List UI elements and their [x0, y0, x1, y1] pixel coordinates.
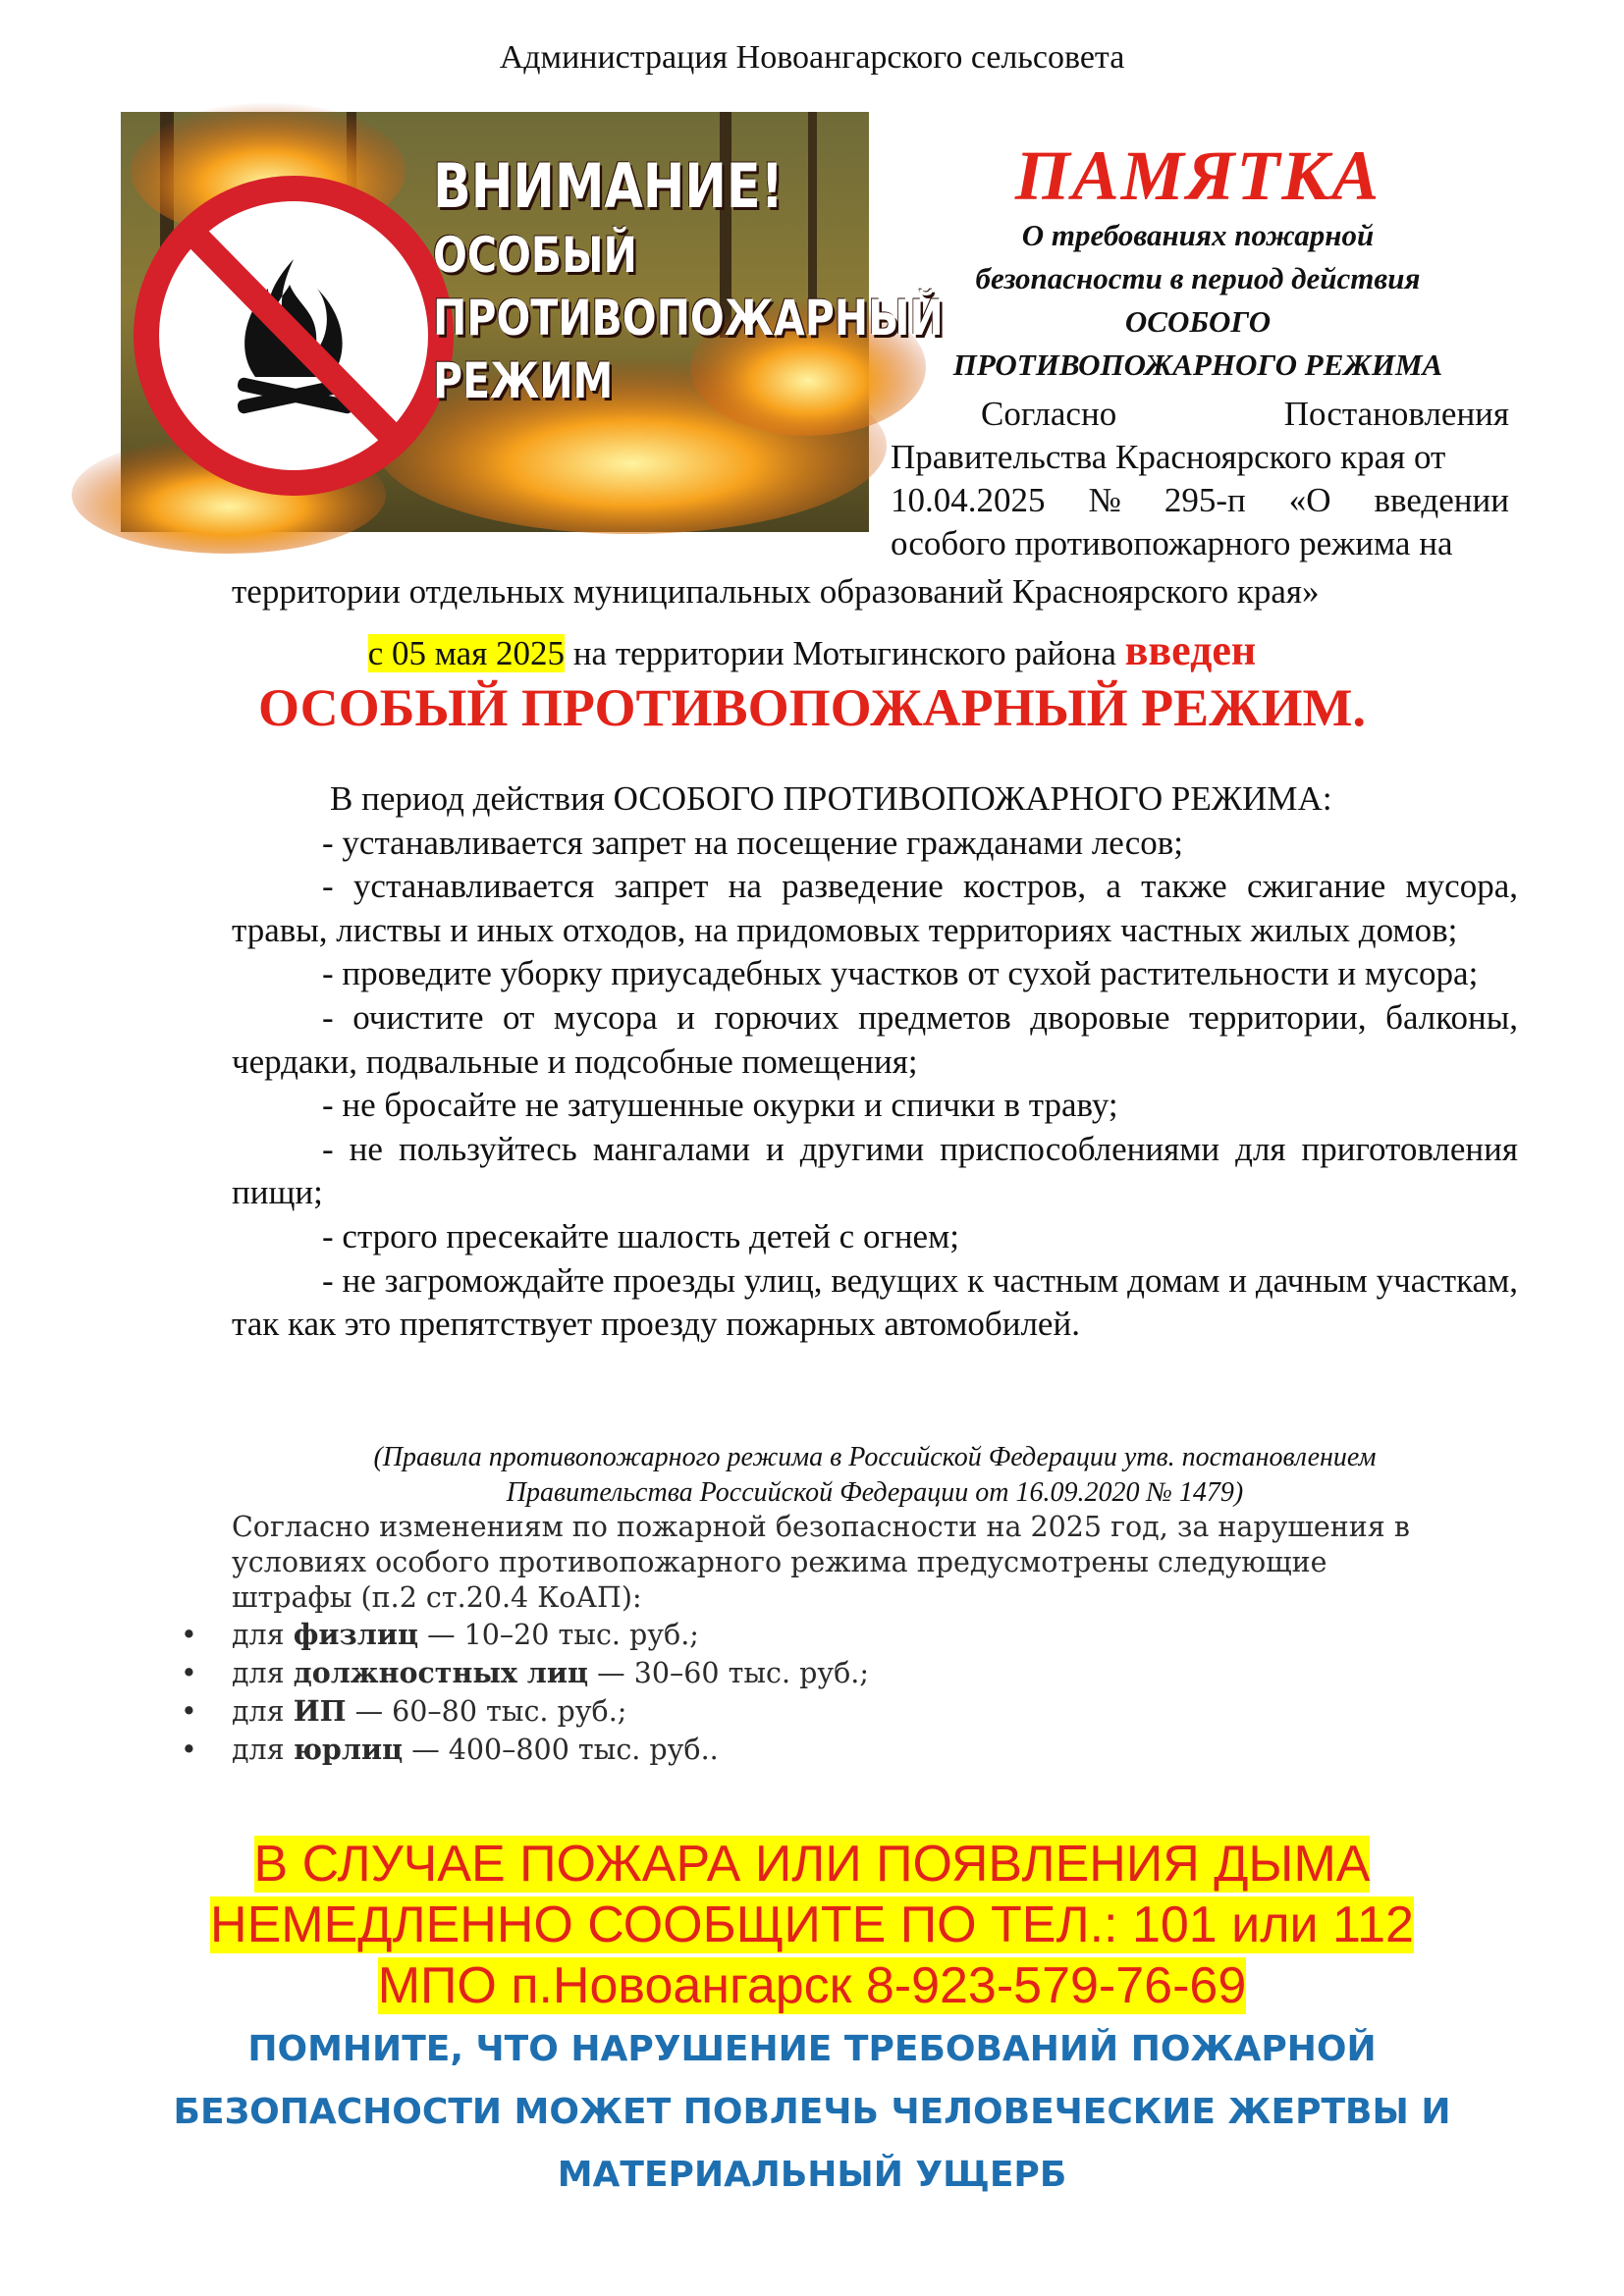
bullet-icon: • — [181, 1734, 197, 1766]
fine-prefix: для — [232, 1695, 294, 1728]
decree-word: № — [1088, 481, 1121, 519]
warning-line: ПОМНИТЕ, ЧТО НАРУШЕНИЕ ТРЕБОВАНИЙ ПОЖАРНОЙ — [247, 2029, 1377, 2069]
subtitle-line: ОСОБОГО — [1124, 304, 1272, 339]
emergency-line — [0, 1834, 1624, 1895]
rule-item: - строго пресекайте шалость детей с огнем; — [322, 1216, 959, 1255]
fine-amount: — 30–60 тыс. руб.; — [588, 1657, 869, 1689]
subtitle — [879, 214, 1517, 387]
decree-word: 295-п — [1164, 481, 1246, 519]
no-fire-sign-icon — [146, 188, 441, 483]
fine-subject: юрлиц — [293, 1733, 404, 1766]
fine-subject: ИП — [293, 1694, 347, 1728]
warning-block — [0, 2018, 1624, 2207]
rule-item: - не пользуйтесь мангалами и другими приспособлениями для приготовления пищи; — [232, 1129, 1518, 1212]
regime-introduced: введен — [1124, 626, 1257, 674]
fine-amount: — 10–20 тыс. руб.; — [418, 1619, 699, 1651]
legal-reference-line: Правительства Российской Федерации от 16.09.2020 № 1479) — [506, 1477, 1244, 1508]
fine-item — [0, 1654, 1276, 1692]
legal-reference-line: (Правила противопожарного режима в Российской Федерации утв. постановлением — [373, 1442, 1377, 1472]
rule-item: - не загромождайте проезды улиц, ведущих к частным домам и дачным участкам, так как это препятствует проезду пожарных автомобилей. — [232, 1260, 1518, 1344]
fine-item — [0, 1616, 1276, 1654]
fine-item — [0, 1731, 1276, 1769]
hero-caption — [433, 149, 944, 412]
decree-word: Постановления — [1283, 395, 1509, 433]
regime-territory: на территории Мотыгинского района — [565, 634, 1125, 672]
legal-reference — [232, 1440, 1518, 1511]
rule-item: - устанавливается запрет на разведение костров, а также сжигание мусора, травы, листвы и иных отходов, на придомовых территориях частных жилых домов; — [232, 867, 1518, 949]
emergency-local-phone: МПО п.Новоангарск 8-923-579-76-69 — [377, 1957, 1247, 2014]
fine-subject: должностных лиц — [293, 1656, 589, 1689]
emergency-call-block — [0, 1834, 1624, 2016]
rule-item: - не бросайте не затушенные окурки и спички в траву; — [322, 1086, 1118, 1125]
fine-prefix: для — [232, 1657, 294, 1689]
fines-list — [0, 1616, 1276, 1769]
bullet-icon: • — [181, 1619, 197, 1651]
hero-line-special: ОСОБЫЙ — [433, 227, 637, 284]
hero-image — [121, 112, 944, 532]
decree-word: Согласно — [981, 395, 1117, 433]
rules-intro: В период действия ОСОБОГО ПРОТИВОПОЖАРНОГО РЕЖИМА: — [330, 779, 1332, 818]
hero-line-fire: ПРОТИВОПОЖАРНЫЙ — [433, 290, 944, 347]
regime-date-line — [0, 625, 1624, 675]
hero-line-regime: РЕЖИМ — [433, 352, 614, 409]
subtitle-line: ПРОТИВОПОЖАРНОГО РЕЖИМА — [952, 347, 1443, 382]
decree-line: Правительства Красноярского края от — [891, 438, 1446, 476]
regime-start-date: с 05 мая 2025 — [367, 634, 566, 672]
decree-line — [891, 393, 1509, 436]
emergency-line — [0, 1955, 1624, 2016]
fine-prefix: для — [232, 1734, 294, 1766]
fine-subject: физлиц — [293, 1618, 419, 1651]
subtitle-line: безопасности в период действия — [975, 261, 1421, 295]
fine-amount: — 60–80 тыс. руб.; — [346, 1695, 627, 1728]
decree-line — [891, 479, 1509, 522]
decree-word: «О — [1288, 481, 1331, 519]
decree-line: особого противопожарного режима на — [891, 524, 1453, 562]
hero-line-attention: ВНИМАНИЕ! — [433, 150, 784, 222]
fines-line: условиях особого противопожарного режима предусмотрены следующие — [232, 1546, 1327, 1578]
emergency-phones: НЕМЕДЛЕННО СООБЩИТЕ ПО ТЕЛ.: 101 или 112 — [210, 1896, 1414, 1953]
emergency-line — [0, 1895, 1624, 1955]
rule-item: - проведите уборку приусадебных участков от сухой растительности и мусора; — [322, 954, 1479, 993]
emergency-text: В СЛУЧАЕ ПОЖАРА ИЛИ ПОЯВЛЕНИЯ ДЫМА — [253, 1836, 1371, 1893]
header-organization: Администрация Новоангарского сельсовета — [499, 39, 1125, 76]
fines-line: штрафы (п.2 ст.20.4 КоАП): — [232, 1581, 642, 1614]
bullet-icon: • — [181, 1657, 197, 1689]
decree-word: 10.04.2025 — [891, 481, 1046, 519]
fine-amount: — 400–800 тыс. руб.. — [403, 1734, 719, 1766]
decree-word: введении — [1374, 481, 1509, 519]
fines-intro — [232, 1510, 1508, 1616]
bullet-icon: • — [181, 1695, 197, 1728]
decree-reference — [891, 393, 1509, 565]
rule-item: - очистите от мусора и горючих предметов дворовые территории, балконы, чердаки, подвальные и подсобные помещения; — [232, 997, 1518, 1081]
page-title: ПАМЯТКА — [1014, 136, 1381, 215]
rules-list — [232, 777, 1518, 1347]
fines-line: Согласно изменениям по пожарной безопасности на 2025 год, за нарушения в — [232, 1511, 1410, 1543]
subtitle-line: О требованиях пожарной — [1021, 218, 1375, 252]
fine-prefix: для — [232, 1619, 294, 1651]
rule-item: - устанавливается запрет на посещение гражданами лесов; — [322, 823, 1183, 862]
regime-heading: ОСОБЫЙ ПРОТИВОПОЖАРНЫЙ РЕЖИМ. — [257, 678, 1367, 737]
warning-line: МАТЕРИАЛЬНЫЙ УЩЕРБ — [557, 2155, 1067, 2195]
decree-line: территории отдельных муниципальных образований Красноярского края» — [232, 572, 1320, 611]
warning-line: БЕЗОПАСНОСТИ МОЖЕТ ПОВЛЕЧЬ ЧЕЛОВЕЧЕСКИЕ ЖЕРТВЫ И — [173, 2092, 1451, 2132]
fine-item — [0, 1692, 1276, 1731]
